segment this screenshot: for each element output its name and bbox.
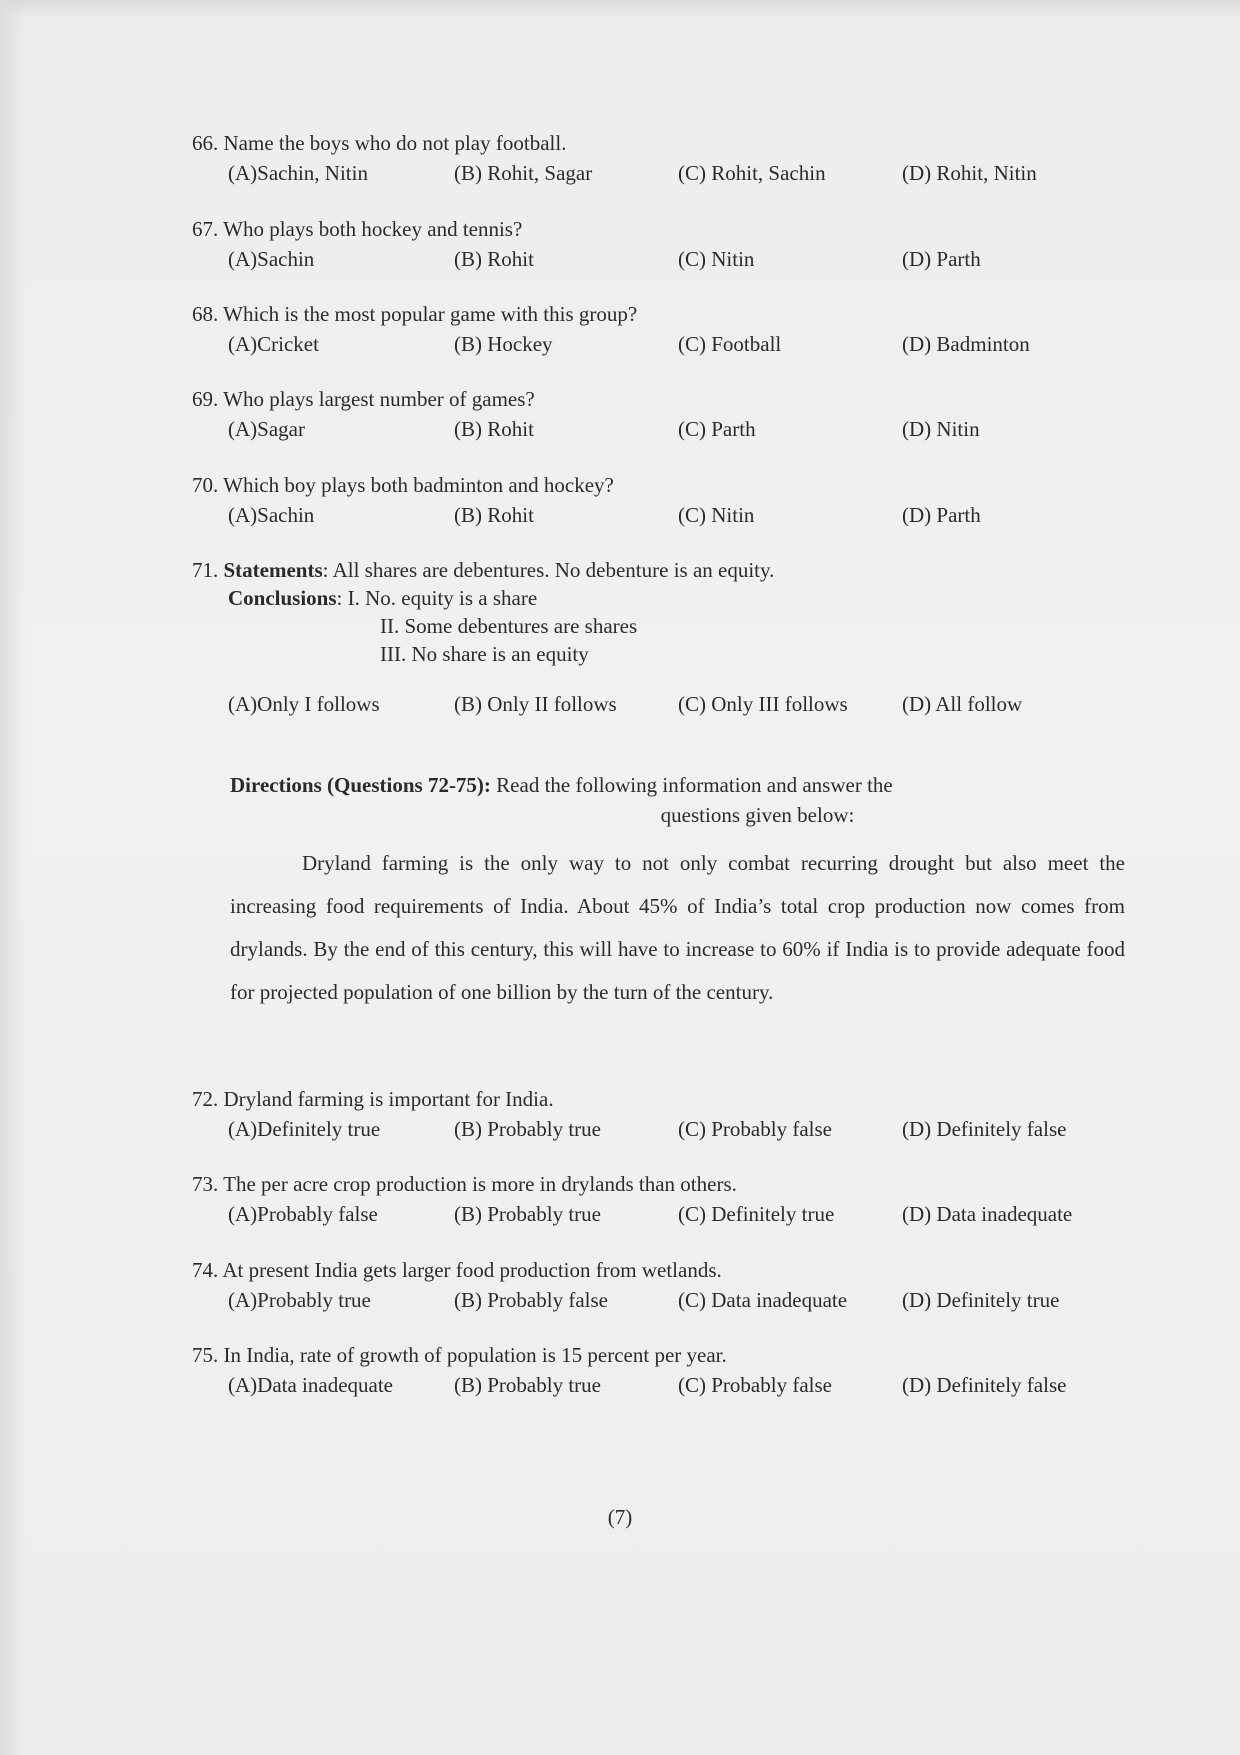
statements-text: : All shares are debentures. No debenture is an equity.: [322, 558, 775, 582]
scan-edge-left: [0, 0, 26, 1755]
option-row: [192, 414, 1152, 444]
question-67: [192, 214, 1152, 274]
option-b: (B) Probably true: [454, 1373, 601, 1397]
option-b: (B) Probably true: [454, 1202, 601, 1226]
question-stem: 70. Which boy plays both badminton and hockey?: [192, 473, 614, 497]
directions-block: [230, 770, 1125, 830]
question-stem: 72. Dryland farming is important for India.: [192, 1087, 554, 1111]
option-d: (D) All follow: [902, 692, 1023, 716]
question-75: [192, 1340, 1152, 1400]
question-74: [192, 1255, 1152, 1315]
option-row: [192, 244, 1152, 274]
question-68: [192, 299, 1152, 359]
option-c: (C) Data inadequate: [678, 1288, 848, 1312]
option-a: (A)Sachin: [228, 503, 315, 527]
question-66: [192, 128, 1152, 188]
conclusion-3: III. No share is an equity: [380, 642, 589, 666]
option-b: (B) Only II follows: [454, 692, 617, 716]
conclusions-label: Conclusions: [228, 586, 337, 610]
page-number: (7): [607, 1505, 633, 1529]
option-row: [192, 1370, 1152, 1400]
statements-line: [192, 556, 1152, 584]
option-b: (B) Probably false: [454, 1288, 608, 1312]
option-a: (A)Sachin: [228, 247, 315, 271]
question-70: [192, 470, 1152, 530]
question-72: [192, 1084, 1152, 1144]
option-row: [192, 500, 1152, 530]
question-stem: 75. In India, rate of growth of population is 15 percent per year.: [192, 1343, 727, 1367]
option-c: (C) Only III follows: [678, 692, 848, 716]
conclusions-line: [192, 584, 1152, 612]
option-c: (C) Parth: [678, 417, 756, 441]
option-c: (C) Nitin: [678, 247, 755, 271]
question-69: [192, 384, 1152, 444]
directions-text: Read the following information and answer the: [496, 773, 893, 797]
option-a: (A)Definitely true: [228, 1117, 381, 1141]
option-a: (A)Only I follows: [228, 692, 380, 716]
option-row: [192, 1285, 1152, 1315]
option-row: [192, 1114, 1152, 1144]
option-c: (C) Football: [678, 332, 782, 356]
option-d: (D) Definitely true: [902, 1288, 1060, 1312]
directions-label: Directions (Questions 72-75):: [230, 773, 491, 797]
question-stem: 68. Which is the most popular game with this group?: [192, 302, 638, 326]
passage: Dryland farming is the only way to not only combat recurring drought but also meet the increasing food requirements of India. About 45% of India’s total crop production now comes from drylands. By the end of this century, this will have to increase to 60% if India is to provide adequate food for projected population of one billion by the turn of the century.: [230, 851, 1125, 1004]
option-b: (B) Probably true: [454, 1117, 601, 1141]
option-d: (D) Data inadequate: [902, 1202, 1073, 1226]
option-b: (B) Rohit: [454, 247, 534, 271]
question-73: [192, 1169, 1152, 1229]
option-row: [192, 690, 1152, 720]
directions-text-line2: questions given below:: [660, 803, 855, 827]
statements-label: Statements: [223, 558, 323, 582]
question-71: [192, 556, 1152, 720]
option-b: (B) Rohit: [454, 503, 534, 527]
option-a: (A)Probably false: [228, 1202, 378, 1226]
option-d: (D) Parth: [902, 247, 981, 271]
option-a: (A)Cricket: [228, 332, 319, 356]
option-c: (C) Nitin: [678, 503, 755, 527]
option-row: [192, 329, 1152, 359]
question-stem: 73. The per acre crop production is more in drylands than others.: [192, 1172, 737, 1196]
option-d: (D) Nitin: [902, 417, 980, 441]
option-row: [192, 158, 1152, 188]
scan-edge-top: [0, 0, 1240, 18]
question-stem: 69. Who plays largest number of games?: [192, 387, 535, 411]
option-c: (C) Definitely true: [678, 1202, 835, 1226]
option-a: (A)Sagar: [228, 417, 305, 441]
question-stem: 66. Name the boys who do not play football.: [192, 131, 567, 155]
option-c: (C) Probably false: [678, 1373, 832, 1397]
question-number: 71.: [192, 558, 219, 582]
conclusion-1: : I. No. equity is a share: [336, 586, 538, 610]
option-c: (C) Rohit, Sachin: [678, 161, 826, 185]
option-a: (A)Data inadequate: [228, 1373, 393, 1397]
question-stem: 67. Who plays both hockey and tennis?: [192, 217, 523, 241]
question-stem: 74. At present India gets larger food production from wetlands.: [192, 1258, 722, 1282]
option-b: (B) Hockey: [454, 332, 553, 356]
option-b: (B) Rohit, Sagar: [454, 161, 593, 185]
option-a: (A)Sachin, Nitin: [228, 161, 368, 185]
option-a: (A)Probably true: [228, 1288, 371, 1312]
option-d: (D) Definitely false: [902, 1373, 1067, 1397]
option-b: (B) Rohit: [454, 417, 534, 441]
option-d: (D) Parth: [902, 503, 981, 527]
option-d: (D) Definitely false: [902, 1117, 1067, 1141]
option-d: (D) Badminton: [902, 332, 1030, 356]
option-row: [192, 1199, 1152, 1229]
option-d: (D) Rohit, Nitin: [902, 161, 1037, 185]
option-c: (C) Probably false: [678, 1117, 832, 1141]
conclusion-2: II. Some debentures are shares: [380, 614, 638, 638]
